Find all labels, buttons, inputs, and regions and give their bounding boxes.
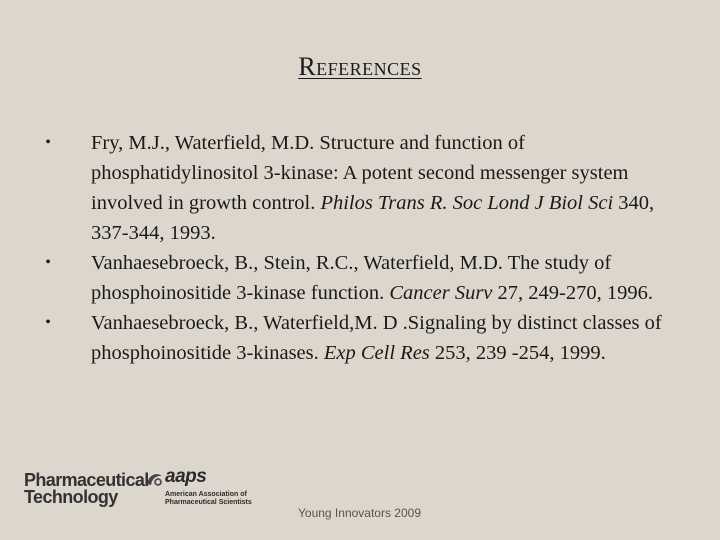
reference-text: Fry, M.J., Waterfield, M.D. Structure and function of phosphatidylinositol 3-kinase: A potent second messenger system involved in growth control. xyxy=(91,132,629,214)
reference-journal: Exp Cell Res xyxy=(323,342,430,364)
reference-text: Vanhaesebroeck, B., Stein, R.C., Waterfield, M.D. The study of phosphoinositide 3-kinase function. xyxy=(91,252,612,304)
pharmaceutical-technology-logo xyxy=(24,468,149,507)
logo-line-2: Technology xyxy=(24,487,118,507)
reference-item xyxy=(40,248,690,308)
reference-text: Vanhaesebroeck, B., Waterfield,M. D .Signaling by distinct classes of phosphoinositide 3-kinases. xyxy=(91,312,662,364)
reference-citation: 253, 239 -254, 1999. xyxy=(429,342,606,364)
aaps-subtitle-line-1: American Association of xyxy=(165,491,247,498)
aaps-wordmark: aaps xyxy=(165,466,207,487)
logo-line-1: Pharmaceutical xyxy=(24,470,149,490)
reference-citation: 27, 249-270, 1996. xyxy=(492,282,653,304)
aaps-emblem-icon xyxy=(145,470,165,490)
reference-journal: Cancer Surv xyxy=(389,282,493,304)
reference-journal: Philos Trans R. Soc Lond J Biol Sci xyxy=(320,192,614,214)
bullet-icon: • xyxy=(45,134,51,151)
reference-list xyxy=(40,128,690,368)
footer-text: Young Innovators 2009 xyxy=(298,506,421,520)
aaps-subtitle xyxy=(165,491,265,507)
slide-title: References xyxy=(298,52,422,81)
reference-citation: 340, 337-344, 1993. xyxy=(91,192,655,244)
aaps-subtitle-line-2: Pharmaceutical Scientists xyxy=(165,499,252,506)
bullet-icon: • xyxy=(45,314,51,331)
aaps-logo xyxy=(145,466,265,510)
reference-item xyxy=(40,308,690,368)
bullet-icon: • xyxy=(45,254,51,271)
reference-item xyxy=(40,128,690,248)
